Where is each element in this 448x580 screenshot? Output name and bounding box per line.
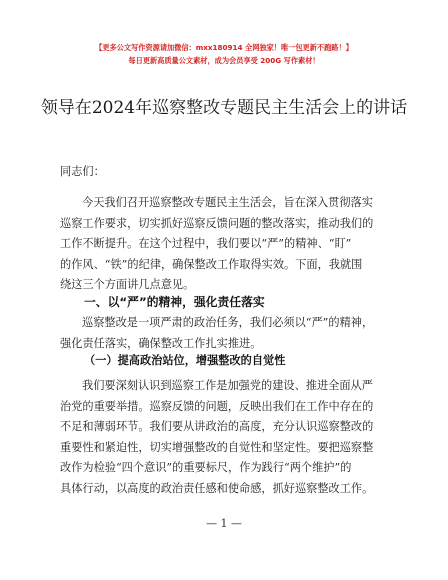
subsection-heading-1: （一）提高政治站位，增强整改的自觉性 <box>84 354 286 367</box>
paragraph-line: 重要性和紧迫性，切实增强整改的自觉性和坚定性。要把巡察整 <box>60 440 374 454</box>
document-title: 领导在2024年巡察整改专题民主生活会上的讲话 <box>40 98 408 118</box>
paragraph-line: 强化责任落实，确保整改工作扎实推进。 <box>60 336 262 350</box>
paragraph-line: 不足和薄弱环节。我们要从讲政治的高度，充分认识巡察整改的 <box>60 420 374 434</box>
paragraph-line: 巡察整改是一项严肃的政治任务，我们必须以“严”的精神， <box>82 316 374 329</box>
promo-banner-line-2: 每日更新高质量公文素材，成为会员享受 200G 写作素材！ <box>128 56 320 65</box>
paragraph-line: 的作风、“铁”的纪律，确保整改工作取得实效。下面，我就围 <box>60 257 363 271</box>
page-number: — 1 — <box>206 517 242 530</box>
paragraph-line: 巡察工作要求，切实抓好巡察反馈问题的整改落实，推动我们的 <box>60 216 374 230</box>
paragraph-line: 治党的重要举措。巡察反馈的问题，反映出我们在工作中存在的 <box>60 399 374 413</box>
paragraph-line: 改作为检验“四个意识”的重要标尺，作为践行“两个维护”的 <box>60 461 352 475</box>
paragraph-subsection-1 <box>60 376 392 500</box>
paragraph-section-1 <box>60 313 392 354</box>
paragraph-line: 今天我们召开巡察整改专题民主生活会，旨在深入贯彻落实 <box>82 196 373 209</box>
paragraph-line: 我们要深刻认识到巡察工作是加强党的建设、推进全面从严 <box>82 379 373 392</box>
promo-banner-line-1: 【更多公文写作资源请加微信：mxx180914 全网独家！唯一包更新不跑路！】 <box>95 43 353 52</box>
section-heading-1: 一、以“严”的精神，强化责任落实 <box>84 295 265 309</box>
paragraph-line: 具体行动，以高度的政治责任感和使命感，抓好巡察整改工作。 <box>60 481 374 495</box>
paragraph-line: 绕这三个方面讲几点意见。 <box>60 278 195 292</box>
salutation-text: 同志们： <box>60 165 105 178</box>
paragraph-line: 工作不断提升。在这个过程中，我们要以“严”的精神、“盯” <box>60 237 352 251</box>
salutation <box>60 162 392 183</box>
paragraph-intro <box>60 193 392 296</box>
